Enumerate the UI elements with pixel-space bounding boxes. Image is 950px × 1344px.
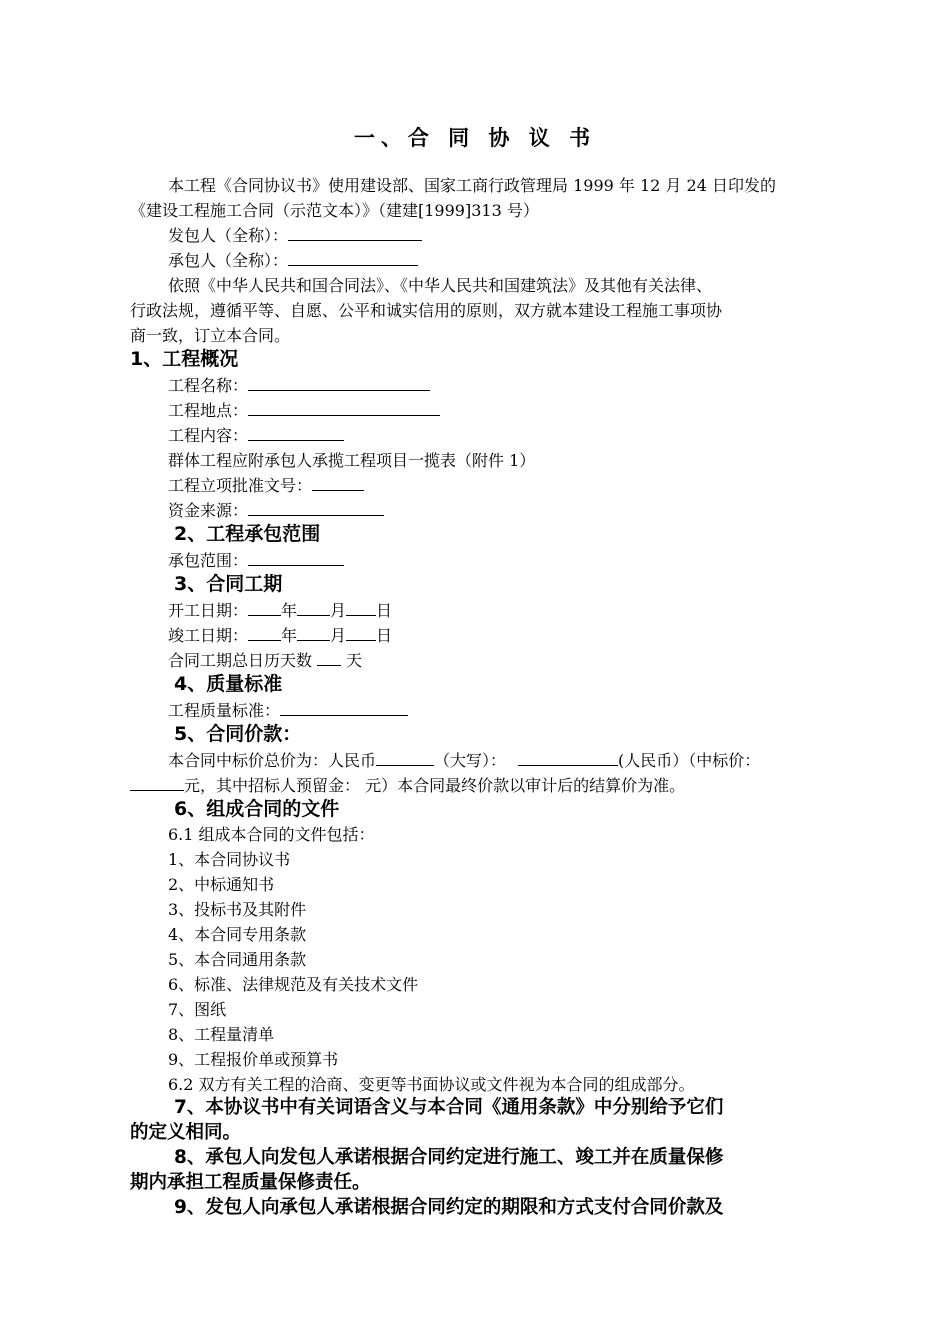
- document-item: 8、工程量清单: [168, 1025, 275, 1044]
- finish-day-blank[interactable]: [346, 623, 376, 641]
- total-days-label: 合同工期总日历天数: [168, 651, 318, 670]
- project-name-blank[interactable]: [248, 373, 430, 391]
- document-item: 2、中标通知书: [168, 875, 275, 894]
- basis-line-3: 商一致，订立本合同。: [130, 326, 291, 345]
- funding-label: 资金来源：: [168, 501, 249, 520]
- project-name-row: [168, 373, 430, 398]
- contractor-blank[interactable]: [288, 248, 418, 266]
- project-location-blank[interactable]: [248, 398, 440, 416]
- basis-line-1: 依照《中华人民共和国合同法》、《中华人民共和国建筑法》及其他有关法律、: [168, 276, 713, 295]
- document-title: 一、合 同 协 议 书: [353, 126, 597, 150]
- price-rmb-blank[interactable]: [376, 748, 434, 766]
- contractor-row: [168, 248, 418, 273]
- finish-day-unit: 日: [376, 626, 393, 645]
- finish-date-row: [168, 623, 392, 648]
- start-year-blank[interactable]: [248, 598, 281, 616]
- employer-blank[interactable]: [288, 223, 422, 241]
- section-2-heading: 2、工程承包范围: [174, 523, 321, 545]
- clause-8-line-2: 期内承担工程质量保修责任。: [130, 1172, 371, 1193]
- total-days-unit: 天: [341, 651, 363, 670]
- price-row-2: [130, 773, 685, 798]
- project-content-label: 工程内容：: [168, 426, 249, 445]
- funding-row: [168, 498, 384, 523]
- project-content-row: [168, 423, 344, 448]
- price-capital-blank[interactable]: [518, 748, 618, 766]
- approval-blank[interactable]: [312, 473, 364, 491]
- scope-blank[interactable]: [248, 548, 344, 566]
- finish-month-unit: 月: [330, 626, 347, 645]
- documents-note: 6.2 双方有关工程的洽商、变更等书面协议或文件视为本合同的组成部分。: [168, 1075, 695, 1094]
- document-item: 6、标准、法律规范及有关技术文件: [168, 975, 419, 994]
- approval-row: [168, 473, 364, 498]
- finish-year-blank[interactable]: [248, 623, 281, 641]
- price-capital-label: （大写）：: [434, 751, 507, 770]
- scope-row: [168, 548, 344, 573]
- section-3-heading: 3、合同工期: [174, 573, 283, 595]
- group-project-note: 群体工程应附承包人承揽工程项目一揽表（附件 1）: [168, 451, 536, 470]
- finish-date-label: 竣工日期：: [168, 626, 249, 645]
- quality-label: 工程质量标准：: [168, 701, 281, 720]
- employer-label: 发包人（全称）：: [168, 226, 289, 245]
- document-item: 9、工程报价单或预算书: [168, 1050, 339, 1069]
- funding-blank[interactable]: [248, 498, 384, 516]
- finish-month-blank[interactable]: [297, 623, 330, 641]
- start-month-unit: 月: [330, 601, 347, 620]
- intro-line-1: 本工程《合同协议书》使用建设部、国家工商行政管理局 1999 年 12 月 24 日印发的: [168, 176, 776, 195]
- quality-row: [168, 698, 408, 723]
- total-days-blank[interactable]: [317, 648, 341, 666]
- document-item: 1、本合同协议书: [168, 850, 291, 869]
- contractor-label: 承包人（全称）：: [168, 251, 289, 270]
- document-item: 3、投标书及其附件: [168, 900, 307, 919]
- project-name-label: 工程名称：: [168, 376, 249, 395]
- approval-label: 工程立项批准文号：: [168, 476, 313, 495]
- section-1-heading: 1、工程概况: [130, 348, 239, 370]
- start-year-unit: 年: [281, 601, 298, 620]
- price-row-2-text: 元，其中招标人预留金： 元）本合同最终价款以审计后的结算价为准。: [184, 776, 686, 795]
- document-item: 4、本合同专用条款: [168, 925, 307, 944]
- project-content-blank[interactable]: [248, 423, 344, 441]
- total-days-row: [168, 648, 362, 673]
- clause-8-line-1: 8、承包人向发包人承诺根据合同约定进行施工、竣工并在质量保修: [174, 1147, 724, 1168]
- price-rmb-note: (人民币）（中标价：: [618, 751, 761, 770]
- price-row-1: [168, 748, 760, 773]
- section-5-heading: 5、合同价款：: [174, 723, 302, 745]
- clause-9-line-1: 9、发包人向承包人承诺根据合同约定的期限和方式支付合同价款及: [174, 1197, 724, 1218]
- project-location-row: [168, 398, 440, 423]
- section-6-heading: 6、组成合同的文件: [174, 798, 340, 820]
- price-total-label: 本合同中标价总价为：人民币: [168, 751, 377, 770]
- employer-row: [168, 223, 422, 248]
- clause-7-line-2: 的定义相同。: [130, 1122, 242, 1143]
- start-day-blank[interactable]: [346, 598, 376, 616]
- start-date-label: 开工日期：: [168, 601, 249, 620]
- finish-year-unit: 年: [281, 626, 298, 645]
- clause-7-line-1: 7、本协议书中有关词语含义与本合同《通用条款》中分别给予它们: [174, 1097, 724, 1118]
- start-month-blank[interactable]: [297, 598, 330, 616]
- basis-line-2: 行政法规，遵循平等、自愿、公平和诚实信用的原则，双方就本建设工程施工事项协: [130, 301, 723, 320]
- start-day-unit: 日: [376, 601, 393, 620]
- documents-intro: 6.1 组成本合同的文件包括：: [168, 825, 375, 844]
- document-item: 7、图纸: [168, 1000, 227, 1019]
- quality-blank[interactable]: [280, 698, 408, 716]
- scope-label: 承包范围：: [168, 551, 249, 570]
- project-location-label: 工程地点：: [168, 401, 249, 420]
- start-date-row: [168, 598, 392, 623]
- document-item: 5、本合同通用条款: [168, 950, 307, 969]
- section-4-heading: 4、质量标准: [174, 673, 283, 695]
- intro-line-2: 《建设工程施工合同（示范文本）》（建建[1999]313 号）: [130, 201, 539, 220]
- price-bid-blank[interactable]: [130, 773, 184, 791]
